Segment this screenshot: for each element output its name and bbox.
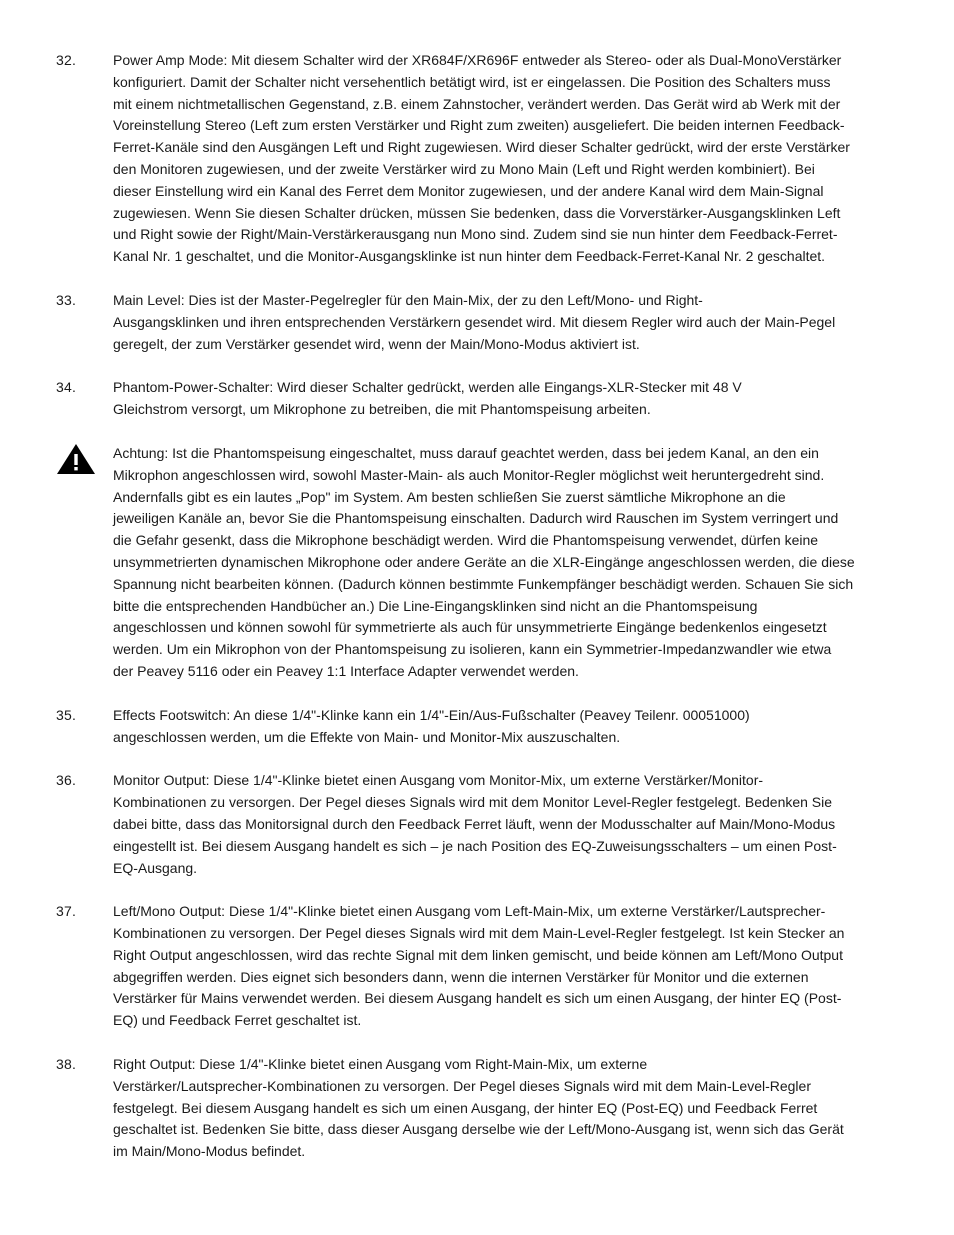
item-text: Power Amp Mode: Mit diesem Schalter wird der XR684F/XR696F entweder als Stereo- oder als Dual-MonoVerstärker konfiguriert. Damit der Schalter nicht versehentlich betätigt wird, ist er eingelassen. Die Position des Schalters muss mit einem nichtmetallischen Gegenstand, z.B. einem Zahnstocher, verändert werden. Das Gerät wird ab Werk mit der Voreinstellung Stereo (Left zum ersten Verstärker und Right zum zweiten) ausgeliefert. Die beiden internen Feedback- Ferret-Kanäle sind den Ausgängen Left und Right zugewiesen. Wird dieser Schalter gedrückt, wird der erste Verstärker den Monitoren zugewiesen, und der zweite Verstärker wird zu Mono Main (Left und Right werden kombiniert). Bei dieser Einstellung wird ein Kanal des Ferret dem Monitor zugewiesen, und der andere Kanal wird dem Main-Signal zugewiesen. Wenn Sie diesen Schalter drücken, müssen Sie bedenken, dass die Vorverstärker-Ausgangsklinken Left und Right sowie der Right/Main-Verstärkerausgang nun Mono sind. Zudem sind sie nun hinter dem Feedback-Ferret- Kanal Nr. 1 geschaltet, und die Monitor-Ausgangsklinke ist nun hinter dem Feedback-Ferret-Kanal Nr. 2 geschaltet. xyxy=(113,52,850,265)
warning-triangle-icon xyxy=(56,443,96,475)
list-item-37 xyxy=(0,901,954,1032)
item-number: 36. xyxy=(56,772,77,789)
item-text: Right Output: Diese 1/4"-Klinke bietet einen Ausgang vom Right-Main-Mix, um externe Verstärker/Lautsprecher-Kombinationen zu versorgen. Der Pegel dieses Signals wird mit dem Main-Level-Regler festgelegt. Bei diesem Ausgang handelt es sich um einen Ausgang, der hinter EQ (Post-EQ) und Feedback Ferret geschaltet ist. Bedenken Sie bitte, dass dieser Ausgang derselbe wie der Left/Mono-Ausgang ist, wenn sich das Gerät im Main/Mono-Modus befindet. xyxy=(113,1056,844,1160)
list-item-34 xyxy=(0,377,954,421)
item-text: Phantom-Power-Schalter: Wird dieser Schalter gedrückt, werden alle Eingangs-XLR-Stecker mit 48 V Gleichstrom versorgt, um Mikrophone zu betreiben, die mit Phantomspeisung arbeiten. xyxy=(113,379,742,418)
item-number: 38. xyxy=(56,1056,77,1073)
document-page xyxy=(0,50,954,1185)
item-text: Effects Footswitch: An diese 1/4"-Klinke kann ein 1/4"-Ein/Aus-Fußschalter (Peavey Teilenr. 00051000) angeschlossen werden, um die Effekte von Main- und Monitor-Mix auszuschalten. xyxy=(113,706,750,745)
item-number: 34. xyxy=(56,379,77,396)
item-number: 37. xyxy=(56,903,77,920)
list-item-38 xyxy=(0,1054,954,1163)
item-text: Left/Mono Output: Diese 1/4"-Klinke bietet einen Ausgang vom Left-Main-Mix, um externe Verstärker/Lautsprecher- Kombinationen zu versorgen. Der Pegel dieses Signals wird mit dem Main-Level-Regler festgelegt. Ist kein Stecker an Right Output angeschlossen, wird das rechte Signal mit dem linken gemischt, und beide können am Left/Mono Output abgegriffen werden. Dies eignet sich besonders dann, wenn die internen Verstärker für Monitor und die externen Verstärker für Mains verwendet werden. Bei diesem Ausgang handelt es sich um einen Ausgang, der hinter EQ (Post- EQ) und Feedback Ferret geschaltet ist. xyxy=(113,903,845,1029)
item-text: Monitor Output: Diese 1/4"-Klinke bietet einen Ausgang vom Monitor-Mix, um externe Verstärker/Monitor- Kombinationen zu versorgen. Der Pegel dieses Signals wird mit dem Monitor Level-Regler festgelegt. Bedenken Sie dabei bitte, dass das Monitorsignal durch den Feedback Ferret läuft, wenn der Modusschalter auf Main/Mono-Modus eingestellt ist. Bei diesem Ausgang handelt es sich – je nach Position des EQ-Zuweisungsschalters – um einen Post- EQ-Ausgang. xyxy=(113,772,837,876)
list-item-35 xyxy=(0,705,954,749)
item-number: 33. xyxy=(56,291,77,308)
list-item-33 xyxy=(0,290,954,355)
item-number: 35. xyxy=(56,706,77,723)
item-number: 32. xyxy=(56,52,77,68)
warning-block xyxy=(0,443,954,683)
warning-text: Achtung: Ist die Phantomspeisung eingeschaltet, muss darauf geachtet werden, dass bei jedem Kanal, an den ein Mikrophon angeschlossen wird, sowohl Master-Main- als auch Monitor-Regler möglichst weit heruntergedreht sind. Andernfalls gibt es ein lautes „Pop" im System. Am besten schließen Sie zuerst sämtliche Mikrophone an die jeweiligen Kanäle an, bevor Sie die Phantomspeisung einschalten. Dadurch wird Rauschen im System verringert und die Gefahr gesenkt, dass die Mikrophone beschädigt werden. Wird die Phantomspeisung verwendet, dürfen keine unsymmetrierten dynamischen Mikrophone oder andere Geräte an die XLR-Eingänge angeschlossen werden, die diese Spannung nicht bearbeiten können. (Dadurch können bestimmte Funkempfänger beschädigt werden. Schauen Sie sich bitte die entsprechenden Handbücher an.) Die Line-Eingangsklinken sind nicht an die Phantomspeisung angeschlossen und können sowohl für symmetrierte als auch für unsymmetrierte Eingänge bedenkenlos eingesetzt werden. Um ein Mikrophon von der Phantomspeisung zu isolieren, kann ein Symmetrier-Impedanzwandler wie etwa der Peavey 5116 oder ein Peavey 1:1 Interface Adapter verwendet werden. xyxy=(113,444,855,679)
list-item-36 xyxy=(0,770,954,879)
list-item-32 xyxy=(0,50,954,268)
item-text: Main Level: Dies ist der Master-Pegelregler für den Main-Mix, der zu den Left/Mono- und Right- Ausgangsklinken und ihren entsprechenden Verstärkern gesendet wird. Mit diesem Regler wird auch der Main-Pegel geregelt, der zum Verstärker gesendet wird, wenn der Main/Mono-Modus aktiviert ist. xyxy=(113,291,836,352)
